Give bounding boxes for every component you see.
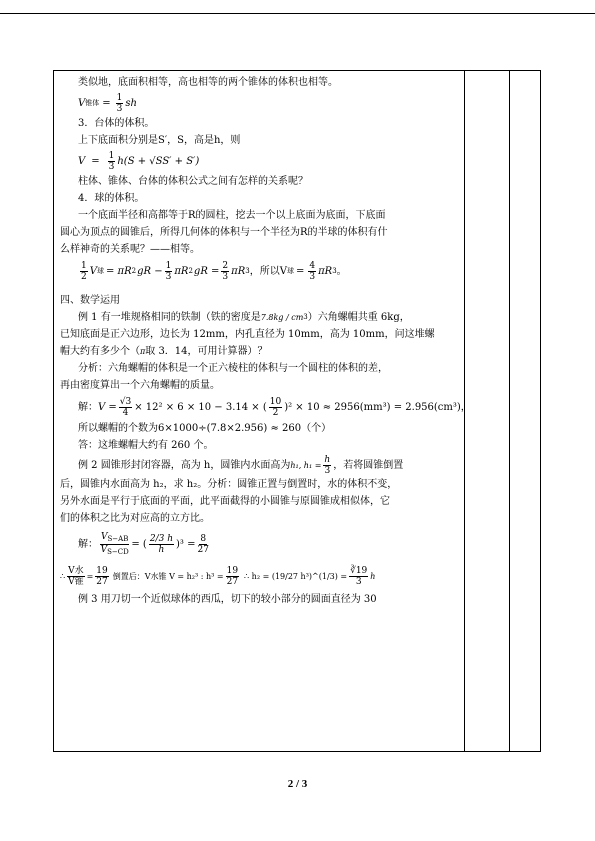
text-line: 一个底面半径和高都等于R的圆柱，挖去一个以上底面为底面，下底面	[78, 210, 386, 221]
text-line: 上下底面积分别是S′，S，高是h，则	[78, 135, 241, 146]
text-line: 类似地，底面积相等，高也相等的两个锥体的体积也相等。	[78, 77, 338, 88]
column-divider-2	[509, 71, 510, 751]
heading-frustum: 3．台体的体积。	[78, 118, 155, 129]
text-line: 么样神奇的关系呢？——相等。	[60, 244, 200, 255]
solution-formula: 解： V = $\frac{√3}{4}$ × 12² × 6 × 10 − 3.14 × ( $\frac{10}{2}$ )² × 10 ≈ 2956(mm³) = 2.956(cm³)，	[78, 396, 471, 418]
example-1: 例 1 有一堆规格相同的铁制（铁的密度是 7.8kg / cm 3 ）六角螺帽共重 6kg，	[78, 312, 410, 323]
top-rule	[0, 13, 595, 14]
text-line: 后，圆锥内水面高为 h₂，求 h₂。分析：圆锥正置与倒置时，水的体积不变，	[60, 479, 398, 490]
analysis-line: 分析：六角螺帽的体积是一个正六棱柱的体积与一个圆柱的体积的差，	[78, 363, 388, 374]
solution-ratio: 解： $\frac{V_{S-AB}}{V_{S-CD}}$ = ( $\frac{2/3 h}{h}$ )³ = $\frac{8}{27}$	[78, 531, 209, 556]
heading-sphere: 4．球的体积。	[78, 193, 145, 204]
solution-result: ∴ $\frac{\text{V水}}{\text{V锥}}$ = $\frac{19}{27}$ 倒置后：V水锥 V = h₂³ : h³ = $\frac{19}{27}$ ∴ h₂ = (19/27 h³)^(1/3) = $\frac{∛19}{3}$ h	[60, 565, 376, 587]
text-line: 另外水面是平行于底面的平面，此平面截得的小圆锥与原圆锥成相似体，它	[60, 496, 390, 507]
text-line: 圆心为顶点的圆锥后，所得几何体的体积与一个半径为R的半球的体积有什	[60, 227, 388, 238]
formula-frustum-volume: V = $\frac{1}{3}$ h(S + √SS′ + S′)	[78, 150, 200, 172]
text-line: 柱体、锥体、台体的体积公式之间有怎样的关系呢？	[78, 176, 308, 187]
text-line: 再由密度算出一个六角螺帽的质量。	[60, 380, 220, 391]
text-line: 已知底面是正六边形，边长为 12mm，内孔直径为 10mm，高为 10mm，问这堆螺	[60, 329, 435, 340]
lesson-content	[60, 74, 471, 608]
text-line: 们的体积之比为对应高的立方比。	[60, 513, 210, 524]
example-2: 例 2 圆锥形封闭容器，高为 h，圆锥内水面高为 h₁, h₁ = $\frac{h}{3}$ ，若将圆锥倒置	[78, 454, 404, 476]
answer-line: 答：这堆螺帽大约有 260 个。	[78, 440, 214, 451]
formula-cone-volume: V 锥体 = $\frac{1}{3}$ sh	[78, 92, 137, 114]
formula-sphere-volume: $\frac{1}{2}$ V 球 = πR 2 gR − $\frac{1}{3}$ πR 2 gR = $\frac{2}{3}$ πR 3 ，所以V 球 = $\frac{4}{3}$ πR 3 。	[81, 260, 347, 282]
example-3: 例 3 用刀切一个近似球体的西瓜，切下的较小部分的圆面直径为 30	[78, 594, 377, 605]
section-heading: 四、数学运用	[60, 295, 120, 306]
text-line: 所以螺帽的个数为6×1000÷(7.8×2.956) ≈ 260（个）	[78, 423, 332, 434]
text-line: 帽大约有多少个（ π 取 3．14，可用计算器）？	[60, 346, 268, 357]
page-number: 2 / 3	[287, 778, 308, 790]
